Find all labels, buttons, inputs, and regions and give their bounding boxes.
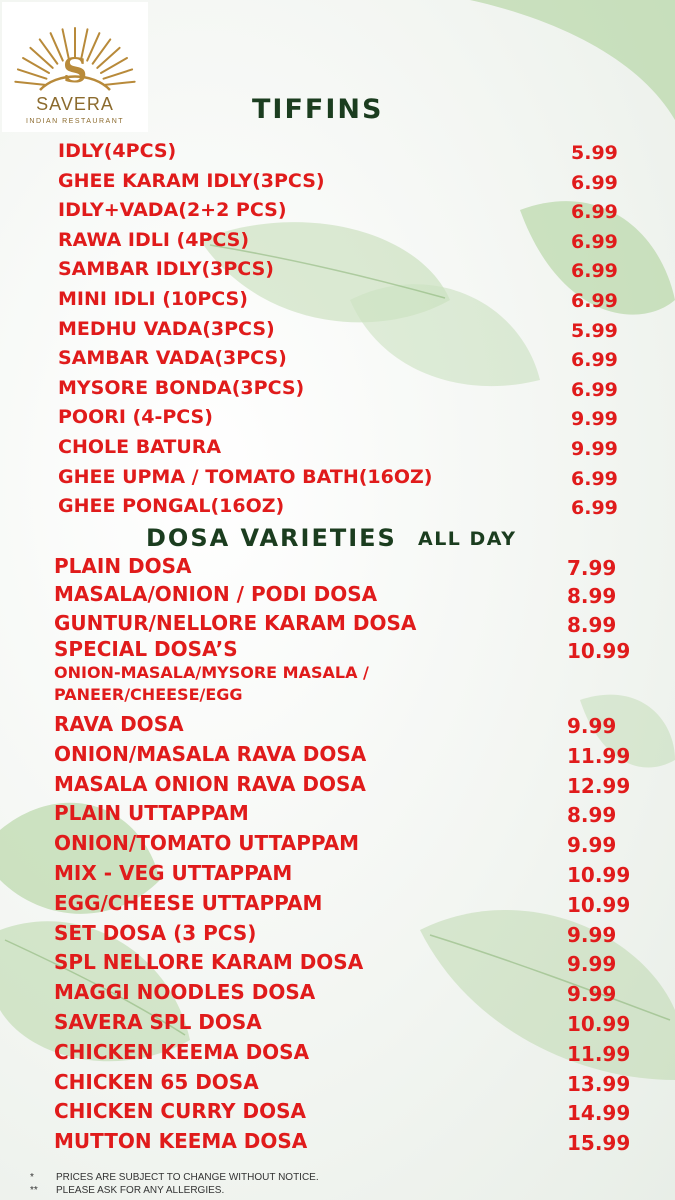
menu-item-name: GUNTUR/NELLORE KARAM DOSA (54, 611, 417, 635)
menu-item-name: EGG/CHEESE UTTAPPAM (54, 890, 323, 915)
menu-item-price: 6.99 (571, 467, 618, 490)
menu-item-name: MUTTON KEEMA DOSA (54, 1129, 308, 1154)
menu-item-price: 9.99 (567, 952, 617, 977)
menu-item-name: SAVERA SPL DOSA (54, 1010, 262, 1034)
logo-ray (105, 82, 135, 85)
svg-text:S: S (62, 51, 88, 91)
menu-item-price: 6.99 (571, 497, 618, 520)
menu-item-price: 10.99 (567, 863, 631, 887)
menu-item-price: 8.99 (567, 613, 617, 637)
sunburst-logo-icon (2, 2, 148, 94)
menu-item-name: MAGGI NOODLES DOSA (54, 980, 316, 1005)
menu-item-price: 8.99 (567, 803, 617, 828)
menu-item-price: 9.99 (567, 982, 617, 1007)
logo-ray (18, 69, 47, 78)
menu-item-name: RAVA DOSA (54, 712, 184, 736)
menu-item-name: ONION/TOMATO UTTAPPAM (54, 831, 360, 856)
menu-item-price: 9.99 (571, 438, 618, 460)
menu-item-name: ONION/MASALA RAVA DOSA (54, 741, 367, 766)
menu-item-name: SET DOSA (3 PCS) (54, 920, 257, 945)
menu-item-name: SAMBAR IDLY(3PCS) (58, 258, 274, 281)
menu-item-price: 6.99 (571, 230, 618, 253)
menu-item-price: 14.99 (567, 1101, 631, 1126)
menu-item-price: 11.99 (567, 743, 631, 768)
brand-name: SAVERA (36, 94, 114, 114)
special-dosa-options: ONION-MASALA/MYSORE MASALA / (54, 663, 369, 682)
menu-item-name: RAWA IDLI (4PCS) (58, 228, 250, 251)
menu-item-name: SPECIAL DOSA’S (54, 637, 238, 661)
menu-item-price: 5.99 (571, 319, 618, 342)
logo-ray (15, 82, 45, 85)
menu-item-price: 9.99 (567, 833, 617, 858)
menu-item-price: 9.99 (571, 408, 618, 431)
logo-ray (104, 69, 133, 78)
menu-item-price: 6.99 (571, 349, 618, 372)
menu-item-price: 10.99 (567, 892, 631, 917)
footnote-text: PRICES ARE SUBJECT TO CHANGE WITHOUT NOTICE. (56, 1172, 319, 1183)
menu-item-name: CHOLE BATURA (58, 436, 222, 458)
menu-item-name: CHICKEN 65 DOSA (54, 1069, 259, 1094)
menu-item-price: 12.99 (567, 773, 631, 798)
menu-item-name: MYSORE BONDA(3PCS) (58, 376, 305, 399)
menu-item-name: SPL NELLORE KARAM DOSA (54, 950, 364, 975)
menu-item-name: IDLY(4PCS) (58, 140, 177, 162)
menu-item-price: 6.99 (571, 290, 618, 312)
menu-item-name: CHICKEN CURRY DOSA (54, 1099, 306, 1124)
menu-item-name: MASALA/ONION / PODI DOSA (54, 582, 378, 606)
section-title-tiffins: TIFFINS (252, 94, 384, 125)
leaf-shape (470, 0, 675, 120)
menu-item-price: 6.99 (571, 260, 618, 283)
menu-item-name: MASALA ONION RAVA DOSA (54, 771, 366, 796)
brand-tagline: INDIAN RESTAURANT (25, 118, 125, 125)
menu-item-price: 10.99 (567, 639, 631, 663)
footer-note-2 (30, 1185, 224, 1196)
menu-item-name: GHEE PONGAL(16OZ) (58, 495, 285, 518)
leaf-shape (350, 284, 540, 386)
menu-item-name: IDLY+VADA(2+2 PCS) (58, 199, 287, 222)
menu-item-name: MEDHU VADA(3PCS) (58, 317, 275, 340)
menu-item-name: CHICKEN KEEMA DOSA (54, 1039, 310, 1064)
special-dosa-options: PANEER/CHEESE/EGG (54, 685, 243, 704)
menu-item-price: 15.99 (567, 1131, 631, 1156)
menu-item-price: 6.99 (571, 171, 618, 194)
menu-item-price: 13.99 (567, 1071, 631, 1096)
menu-item-price: 11.99 (567, 1041, 631, 1066)
menu-item-price: 8.99 (567, 584, 617, 608)
leaf-shape (420, 910, 675, 1080)
footnote-mark: * (30, 1172, 34, 1183)
menu-item-name: MINI IDLI (10PCS) (58, 288, 248, 310)
menu-item-name: PLAIN UTTAPPAM (54, 801, 249, 826)
menu-item-price: 6.99 (571, 378, 618, 401)
menu-item-name: SAMBAR VADA(3PCS) (58, 347, 287, 370)
menu-item-price: 10.99 (567, 1012, 631, 1036)
menu-item-price: 9.99 (567, 714, 617, 738)
dosa-availability-note: ALL DAY (418, 528, 517, 550)
menu-item-price: 9.99 (567, 922, 617, 947)
menu-item-price: 7.99 (567, 556, 617, 580)
menu-item-name: POORI (4-PCS) (58, 406, 213, 429)
footnote-text: PLEASE ASK FOR ANY ALLERGIES. (56, 1185, 225, 1196)
menu-item-name: GHEE UPMA / TOMATO BATH(16OZ) (58, 465, 433, 488)
menu-item-name: GHEE KARAM IDLY(3PCS) (58, 169, 325, 192)
menu-item-name: PLAIN DOSA (54, 554, 192, 578)
footer-note-1 (30, 1172, 319, 1183)
footnote-mark: ** (30, 1185, 38, 1196)
menu-item-name: MIX - VEG UTTAPPAM (54, 861, 293, 885)
menu-item-price: 6.99 (571, 201, 618, 224)
menu-item-price: 5.99 (571, 142, 618, 164)
restaurant-logo (2, 2, 148, 132)
section-title-dosa: DOSA VARIETIES (146, 524, 397, 552)
